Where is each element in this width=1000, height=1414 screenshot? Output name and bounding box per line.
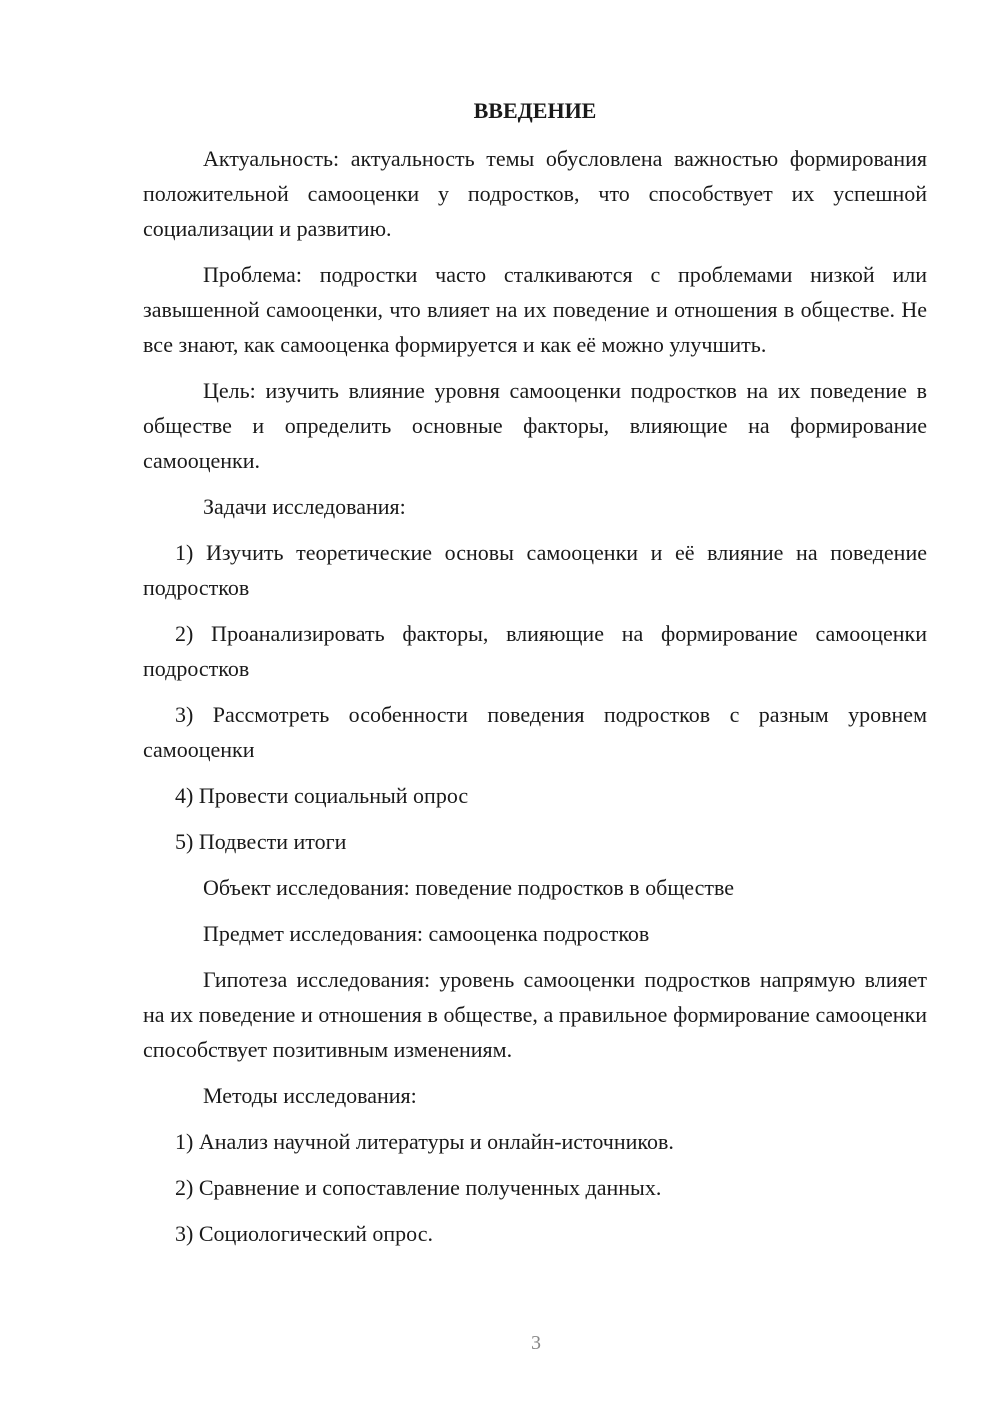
task-item: 3) Рассмотреть особенности поведения подростков с разным уровнем самооценки	[143, 702, 927, 762]
subject-paragraph: Предмет исследования: самооценка подростков	[203, 921, 650, 946]
page-number: 3	[531, 1332, 541, 1354]
method-item: 1) Анализ научной литературы и онлайн-источников.	[175, 1129, 674, 1154]
page-content	[143, 93, 927, 1262]
tasks-heading: Задачи исследования:	[203, 494, 406, 519]
task-item: 2) Проанализировать факторы, влияющие на формирование самооценки подростков	[143, 621, 927, 681]
goal-paragraph: Цель: изучить влияние уровня самооценки подростков на их поведение в обществе и определить основные факторы, влияющие на формирование самооценки.	[143, 378, 927, 473]
task-item: 1) Изучить теоретические основы самооценки и её влияние на поведение подростков	[143, 540, 927, 600]
hypothesis-paragraph: Гипотеза исследования: уровень самооценки подростков напрямую влияет на их поведение и отношения в обществе, а правильное формирование самооценки способствует позитивным изменениям.	[143, 967, 927, 1062]
method-item: 3) Социологический опрос.	[175, 1221, 433, 1246]
methods-heading: Методы исследования:	[203, 1083, 417, 1108]
problem-paragraph: Проблема: подростки часто сталкиваются с проблемами низкой или завышенной самооценки, что влияет на их поведение и отношения в обществе. Не все знают, как самооценка формируется и как её можно улучшить.	[143, 262, 927, 357]
method-item: 2) Сравнение и сопоставление полученных данных.	[175, 1175, 662, 1200]
relevance-paragraph: Актуальность: актуальность темы обусловлена важностью формирования положительной самооценки у подростков, что способствует их успешной социализации и развитию.	[143, 146, 927, 241]
task-item: 4) Провести социальный опрос	[175, 783, 469, 808]
task-item: 5) Подвести итоги	[175, 829, 347, 854]
section-title: ВВЕДЕНИЕ	[473, 98, 597, 123]
object-paragraph: Объект исследования: поведение подростков в обществе	[203, 875, 735, 900]
